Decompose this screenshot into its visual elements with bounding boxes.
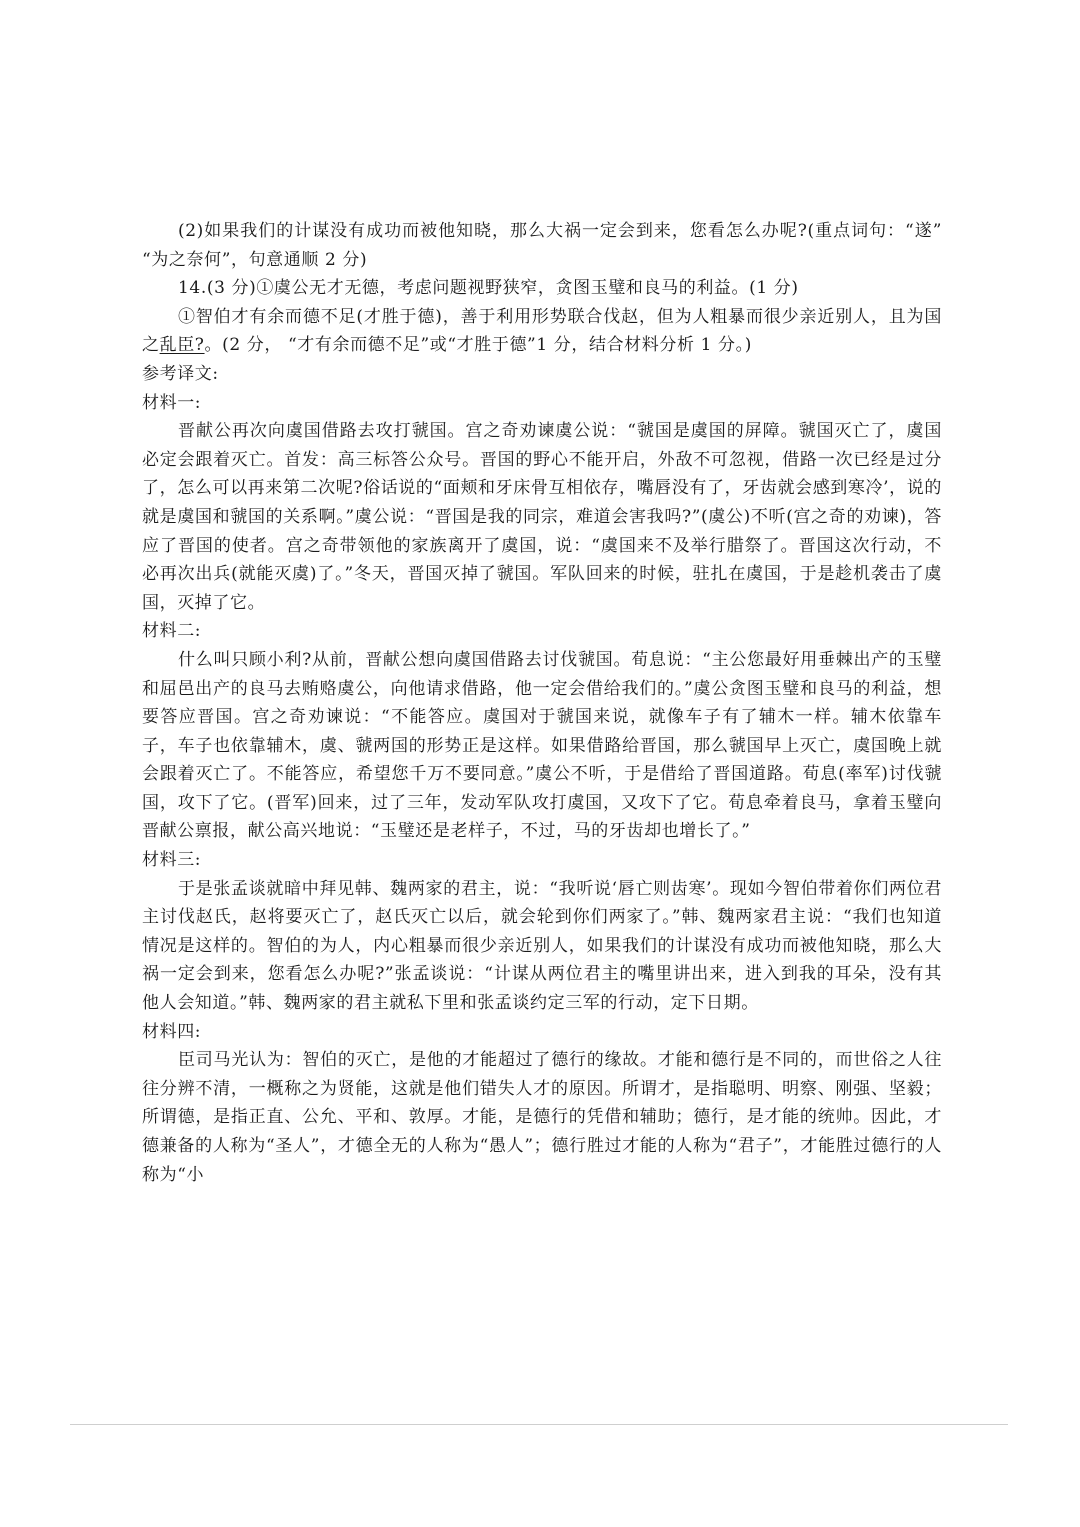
- material-2-text: 什么叫只顾小利?从前，晋献公想向虞国借路去讨伐虢国。荀息说：“主公您最好用垂棘出产的玉璧和屈邑出产的良马去贿赂虞公，向他请求借路，他一定会借给我们的。”虞公贪图玉璧和良马的利益，想要答应晋国。宫之奇劝谏说：“不能答应。虞国对于虢国来说，就像车子有了辅木一样。辅木依靠车子，车子也依靠辅木，虞、虢两国的形势正是这样。如果借路给晋国，那么虢国早上灭亡，虞国晚上就会跟着灭亡了。不能答应，希望您千万不要同意。”虞公不听，于是借给了晋国道路。荀息(率军)讨伐虢国，攻下了它。(晋军)回来，过了三年，发动军队攻打虞国，又攻下了它。荀息牵着良马，拿着玉璧向晋献公禀报，献公高兴地说：“玉璧还是老样子，不过，马的牙齿却也增长了。”: [142, 649, 942, 842]
- material-2-title: 材料二:: [142, 621, 202, 642]
- answer-item-2-line-2: “为之奈何”，句意通顺 2 分): [142, 249, 368, 270]
- question-14-answer: 14.(3 分)①虞公无才无德，考虑问题视野狭窄，贪图玉璧和良马的利益。(1 分): [178, 278, 799, 299]
- question-14-scoring-note: 。(2 分， “才有余而德不足”或“才胜于德”1 分，结合材料分析 1 分。): [204, 335, 752, 356]
- translation-title: 参考译文:: [142, 363, 219, 384]
- material-1-text: 晋献公再次向虞国借路去攻打虢国。宫之奇劝谏虞公说：“虢国是虞国的屏障。虢国灭亡了，虞国必定会跟着灭亡。首发：高三标答公众号。晋国的野心不能开启，外敌不可忽视，借路一次已经是过分了，怎么可以再来第二次呢?俗话说的“面颊和牙床骨互相依存，嘴唇没有了，牙齿就会感到寒冷’，说的就是虞国和虢国的关系啊。”虞公说：“晋国是我的同宗，难道会害我吗?”(虞公)不听(宫之奇的劝谏)，答应了晋国的使者。宫之奇带领他的家族离开了虞国，说：“虞国来不及举行腊祭了。晋国这次行动，不必再次出兵(就能灭虞)了。”冬天，晋国灭掉了虢国。军队回来的时候，驻扎在虞国，于是趁机袭击了虞国，灭掉了它。: [142, 421, 942, 613]
- question-14-part-2-text: ①智伯才有余而德不足(才胜于德)，善于利用形势联合伐赵，但为人粗暴而很少亲近别人，且为国之: [142, 306, 942, 356]
- material-1-title: 材料一:: [142, 392, 202, 413]
- material-4-title: 材料四:: [142, 1021, 202, 1042]
- material-3-title: 材料三:: [142, 850, 202, 871]
- underlined-term: 乱臣?: [159, 335, 205, 356]
- question-14-answer-part-2: [142, 303, 942, 360]
- material-3-text: 于是张孟谈就暗中拜见韩、魏两家的君主，说：“我听说‘唇亡则齿寒’。现如今智伯带着你们两位君主讨伐赵氏，赵将要灭亡了，赵氏灭亡以后，就会轮到你们两家了。”韩、魏两家君主说：“我们也知道情况是这样的。智伯的为人，内心粗暴而很少亲近别人，如果我们的计谋没有成功而被他知晓，那么大祸一定会到来，您看怎么办呢?”张孟谈说：“计谋从两位君主的嘴里讲出来，进入到我的耳朵，没有其他人会知道。”韩、魏两家的君主就私下里和张孟谈约定三军的行动，定下日期。: [142, 878, 942, 1014]
- material-4-text: 臣司马光认为：智伯的灭亡，是他的才能超过了德行的缘故。才能和德行是不同的，而世俗之人往往分辨不清，一概称之为贤能，这就是他们错失人才的原因。所谓才，是指聪明、明察、刚强、坚毅；所谓德，是指正直、公允、平和、敦厚。才能，是德行的凭借和辅助；德行，是才能的统帅。因此，才德兼备的人称为“圣人”，才德全无的人称为“愚人”；德行胜过才能的人称为“君子”，才能胜过德行的人称为“小: [142, 1050, 942, 1185]
- footer-divider: [70, 1424, 1008, 1425]
- answer-item-2: [142, 217, 942, 274]
- answer-item-2-line-1: (2)如果我们的计谋没有成功而被他知晓，那么大祸一定会到来，您看怎么办呢?(重点词句：“遂”: [178, 221, 942, 241]
- answer-key-content: [142, 217, 942, 1189]
